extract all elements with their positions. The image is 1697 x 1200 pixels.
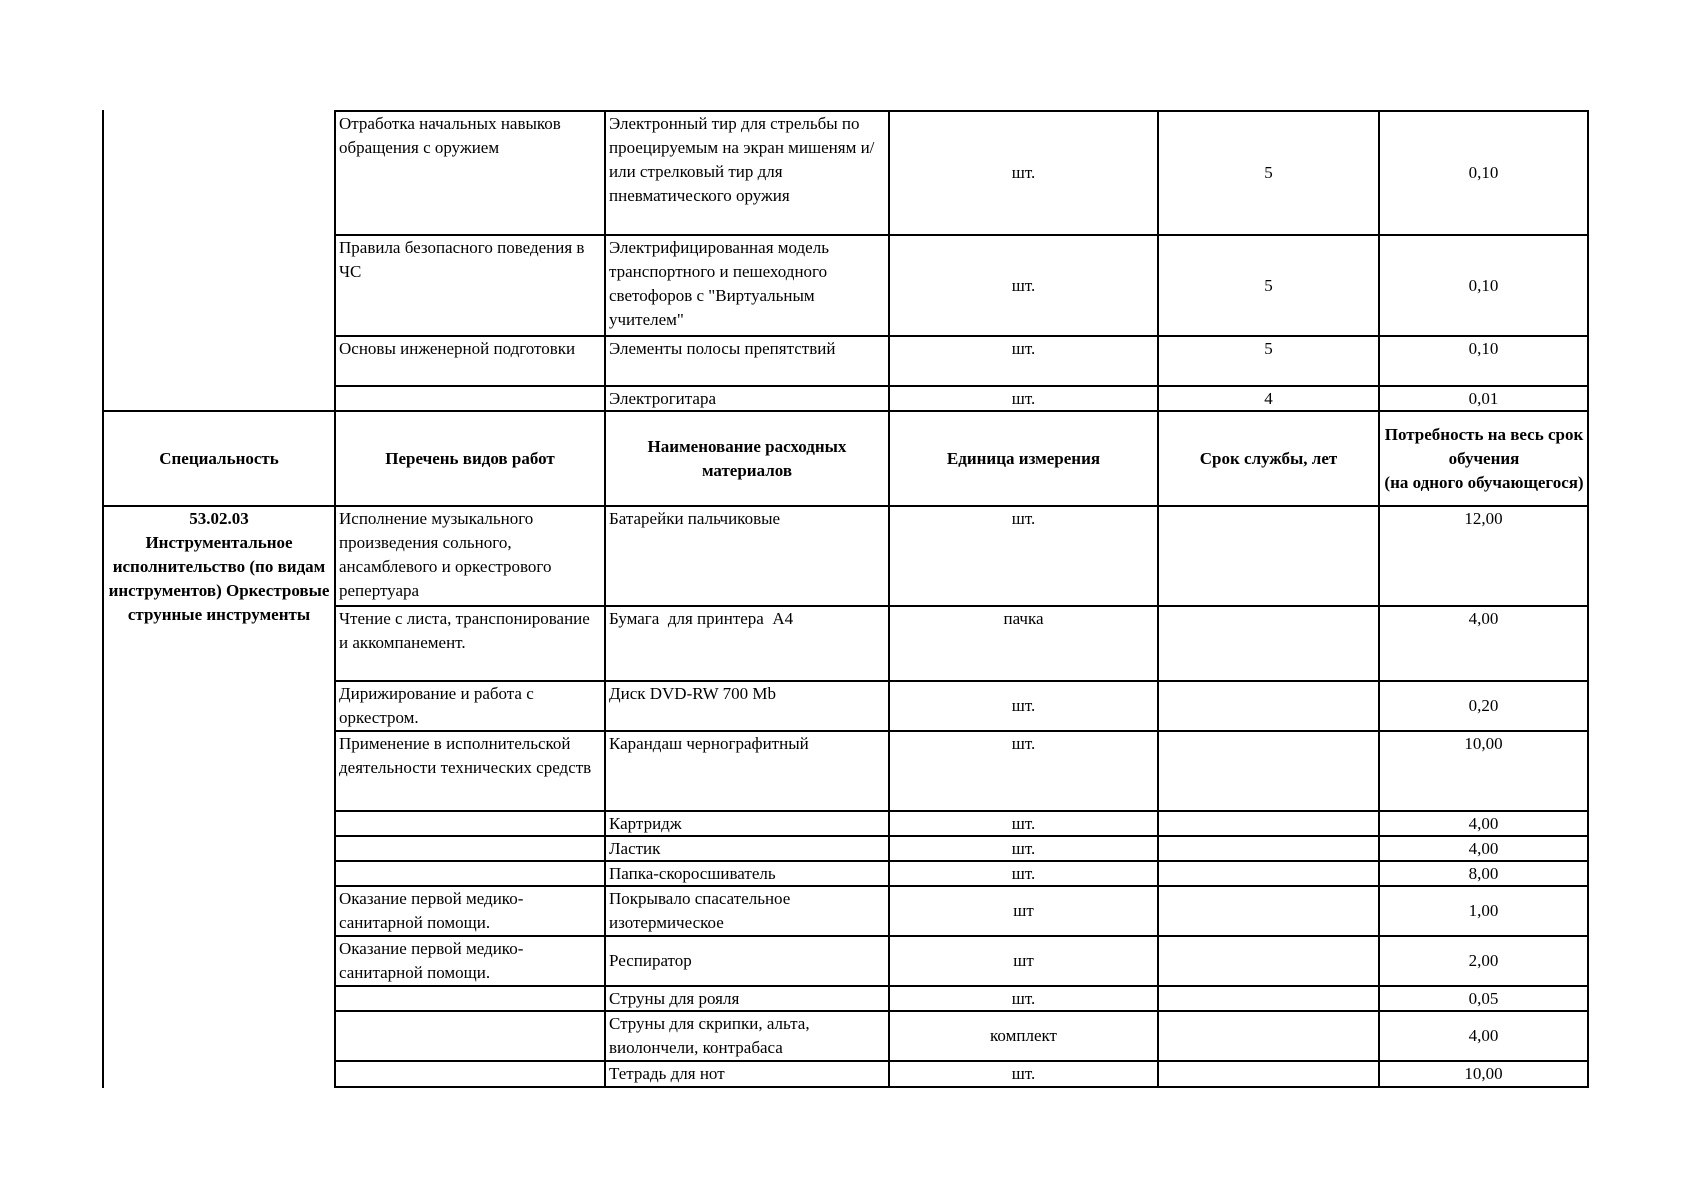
- term-cell: 4: [1264, 389, 1273, 408]
- unit-cell: шт: [1013, 901, 1034, 920]
- need-cell: 4,00: [1468, 839, 1499, 858]
- material-cell: Папка-скоросшиватель: [609, 864, 776, 883]
- need-cell: 10,00: [1464, 734, 1503, 753]
- need-cell: 0,10: [1468, 275, 1499, 295]
- work-cell: Правила безопасного поведения в ЧС: [339, 238, 585, 281]
- unit-cell: шт.: [1011, 509, 1036, 528]
- work-cell: Исполнение музыкального произведения сольного, ансамблевого и оркестрового репертуара: [339, 509, 552, 600]
- need-cell: 0,20: [1468, 696, 1499, 715]
- material-cell: Электронный тир для стрельбы по проецируемым на экран мишеням и/или стрелковый тир для пневматического оружия: [609, 114, 875, 205]
- unit-cell: шт.: [1011, 839, 1036, 858]
- material-cell: Покрывало спасательное изотермическое: [609, 889, 791, 932]
- unit-cell: шт.: [1011, 989, 1036, 1008]
- work-cell: Применение в исполнительской деятельности технических средств: [339, 734, 592, 777]
- table-bottom-border: [334, 1086, 1589, 1088]
- term-cell: [1159, 1012, 1378, 1060]
- header-term: Срок службы, лет: [1199, 448, 1338, 468]
- material-cell: Электрогитара: [609, 389, 716, 408]
- table-border-right: [1587, 110, 1589, 1088]
- material-cell: Бумага для принтера А4: [609, 609, 794, 628]
- header-need: Потребность на весь срок обучения (на одного обучающегося): [1384, 424, 1584, 492]
- header-material: Наименование расходных материалов: [647, 436, 847, 480]
- need-cell: 0,01: [1468, 389, 1499, 408]
- work-cell: Оказание первой медико-санитарной помощи.: [339, 939, 524, 982]
- material-cell: Батарейки пальчиковые: [609, 509, 781, 528]
- work-cell: Чтение с листа, транспонирование и аккомпанемент.: [339, 609, 590, 652]
- work-cell: Основы инженерной подготовки: [339, 339, 576, 358]
- term-cell: [1159, 887, 1378, 935]
- header-works: Перечень видов работ: [385, 448, 555, 468]
- unit-cell: шт.: [1011, 1064, 1036, 1083]
- need-cell: 2,00: [1468, 951, 1499, 970]
- work-cell: Оказание первой медико-санитарной помощи.: [339, 889, 524, 932]
- need-cell: 0,10: [1468, 163, 1499, 182]
- need-cell: 12,00: [1464, 509, 1503, 528]
- need-cell: 1,00: [1468, 901, 1499, 920]
- need-cell: 4,00: [1468, 814, 1499, 833]
- specialty-cell: 53.02.03 Инструментальное исполнительство (по видам инструментов) Оркестровые струнные инструменты: [108, 509, 330, 624]
- need-cell: 4,00: [1468, 1026, 1499, 1045]
- unit-cell: шт.: [1011, 696, 1036, 715]
- term-cell: 5: [1264, 163, 1273, 182]
- unit-cell: шт.: [1011, 864, 1036, 883]
- term-cell: [1159, 682, 1378, 730]
- unit-cell: шт: [1013, 951, 1034, 970]
- work-cell: Дирижирование и работа с оркестром.: [339, 684, 534, 727]
- unit-cell: шт.: [1011, 814, 1036, 833]
- unit-cell: шт.: [1011, 275, 1036, 295]
- material-cell: Ластик: [609, 839, 661, 858]
- table-border-left: [102, 110, 104, 1088]
- unit-cell: пачка: [1003, 609, 1044, 628]
- term-cell: [1159, 937, 1378, 985]
- material-cell: Струны для рояля: [609, 989, 740, 1008]
- material-cell: Диск DVD-RW 700 Mb: [609, 684, 776, 703]
- work-cell: Отработка начальных навыков обращения с оружием: [339, 114, 561, 157]
- term-cell: 5: [1264, 275, 1273, 295]
- term-cell: 5: [1264, 339, 1273, 358]
- need-cell: 0,05: [1468, 989, 1499, 1008]
- material-cell: Картридж: [609, 814, 682, 833]
- material-cell: Карандаш чернографитный: [609, 734, 809, 753]
- material-cell: Электрифицированная модель транспортного и пешеходного светофоров с "Виртуальным учителем": [609, 238, 829, 329]
- header-unit: Единица измерения: [946, 448, 1101, 468]
- need-cell: 4,00: [1468, 609, 1499, 628]
- unit-cell: шт.: [1011, 339, 1036, 358]
- need-cell: 0,10: [1468, 339, 1499, 358]
- header-specialty: Специальность: [159, 448, 279, 468]
- material-cell: Элементы полосы препятствий: [609, 339, 836, 358]
- material-cell: Струны для скрипки, альта, виолончели, контрабаса: [609, 1014, 810, 1057]
- unit-cell: шт.: [1011, 163, 1036, 182]
- unit-cell: шт.: [1011, 734, 1036, 753]
- unit-cell: комплект: [990, 1026, 1057, 1045]
- material-cell: Тетрадь для нот: [609, 1064, 725, 1083]
- need-cell: 10,00: [1464, 1064, 1503, 1083]
- material-cell: Респиратор: [609, 951, 692, 970]
- need-cell: 8,00: [1468, 864, 1499, 883]
- unit-cell: шт.: [1011, 389, 1036, 408]
